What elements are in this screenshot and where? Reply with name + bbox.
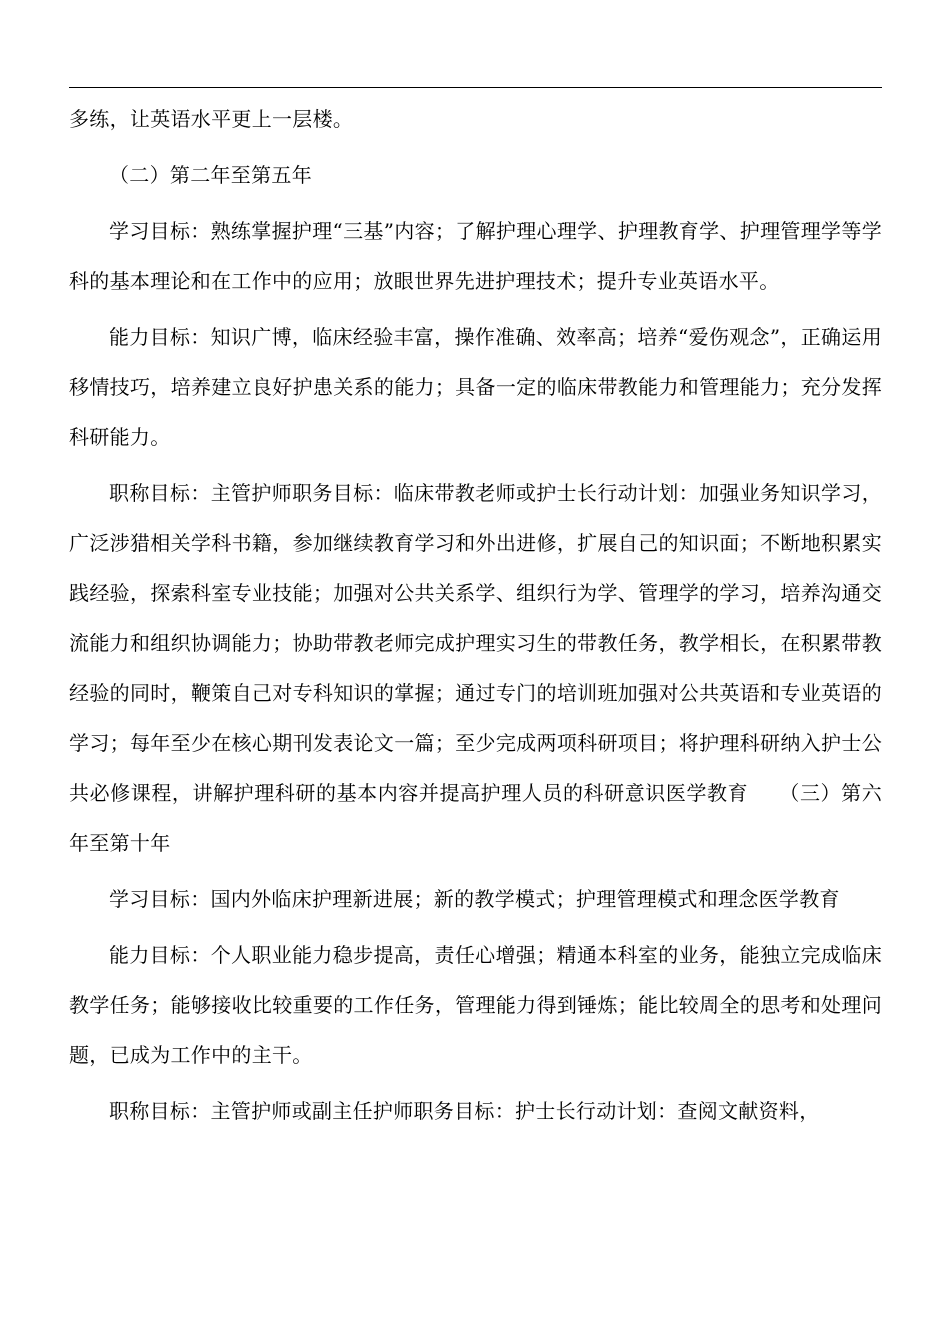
header-rule [69,87,882,88]
document-body [69,94,882,1136]
paragraph-title-goals-2: 职称目标：主管护师或副主任护师职务目标：护士长行动计划：查阅文献资料， [109,1099,820,1123]
paragraph-continuation: 多练，让英语水平更上一层楼。 [69,107,354,131]
section-heading-year-2-5: （二）第二年至第五年 [109,163,312,187]
paragraph-title-goals: 职称目标：主管护师职务目标：临床带教老师或护士长行动计划：加强业务知识学习，广泛涉猎相关学科书籍，参加继续教育学习和外出进修，扩展自己的知识面；不断地积累实践经验，探索科室专业技能；加强对公共关系学、组织行为学、管理学的学习，培养沟通交流能力和组织协调能力；协助带教老师完成护理实习生的带教任务，教学相长，在积累带教经验的同时，鞭策自己对专科知识的掌握；通过专门的培训班加强对公共英语和专业英语的学习；每年至少在核心期刊发表论文一篇；至少完成两项科研项目；将护理科研纳入护士公共必修课程，讲解护理科研的基本内容并提高护理人员的科研意识医学教育 （三）第六年至第十年 [69,481,882,855]
paragraph-learning-goals-2: 学习目标：国内外临床护理新进展；新的教学模式；护理管理模式和理念医学教育 [109,887,840,911]
paragraph-ability-goals-2: 能力目标：个人职业能力稳步提高，责任心增强；精通本科室的业务，能独立完成临床教学任务；能够接收比较重要的工作任务，管理能力得到锤炼；能比较周全的思考和处理问题，已成为工作中的主干。 [69,943,882,1067]
paragraph-learning-goals: 学习目标：熟练掌握护理“三基”内容；了解护理心理学、护理教育学、护理管理学等学科的基本理论和在工作中的应用；放眼世界先进护理技术；提升专业英语水平。 [69,219,882,293]
paragraph-ability-goals: 能力目标：知识广博，临床经验丰富，操作准确、效率高；培养“爱伤观念”，正确运用移情技巧，培养建立良好护患关系的能力；具备一定的临床带教能力和管理能力；充分发挥科研能力。 [69,325,882,449]
